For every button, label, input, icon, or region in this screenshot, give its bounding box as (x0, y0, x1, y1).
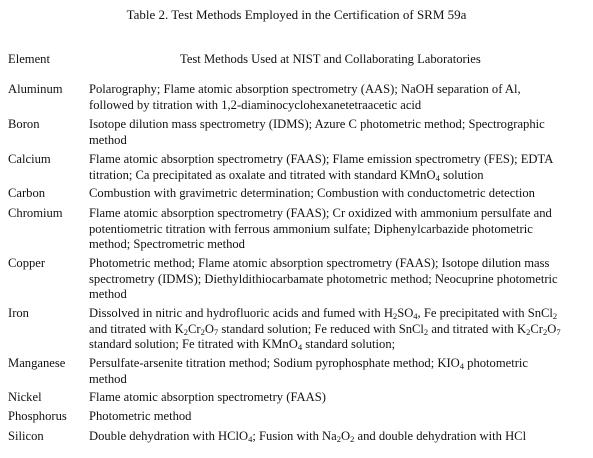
method-line: Dissolved in nitric and hydrofluoric acids and fumed with $H_2SO_4$, Fe precipitated with SnCl$_2$ (89, 306, 558, 321)
test-methods (89, 152, 589, 183)
test-methods (89, 117, 589, 148)
method-line: method (89, 287, 127, 301)
method-line: Polarography; Flame atomic absorption spectrometry (AAS); NaOH separation of Al, (89, 82, 521, 96)
method-line: Double dehydration with HClO$_4$; Fusion with $Na_2O_2$ and double dehydration with HCl (89, 429, 527, 444)
method-line: titration; Ca precipitated as oxalate and titrated with standard KMnO$_4$ solution (89, 167, 484, 183)
test-methods (89, 306, 589, 353)
method-line: Persulfate-arsenite titration method; Sodium pyrophosphate method; $KIO_4$ photometric (89, 356, 529, 371)
method-line: spectrometry (IDMS); Diethyldithiocarbamate photometric method; Neocuprine photometric (89, 271, 558, 286)
element-name: Carbon (8, 186, 46, 200)
element-name: Silicon (8, 429, 44, 443)
element-name: Aluminum (8, 82, 63, 96)
element-name: Nickel (8, 390, 42, 404)
method-line: standard solution; Fe titrated with KMnO$_4$ standard solution; (89, 337, 396, 352)
header-methods: Test Methods Used at NIST and Collaborating Laboratories (180, 52, 481, 66)
method-line: method; Spectrometric method (89, 237, 245, 251)
test-methods (89, 206, 589, 253)
method-line: Flame atomic absorption spectrometry (FAAS); Flame emission spectrometry (FES); EDTA (89, 152, 554, 166)
method-line: Photometric method; Flame atomic absorption spectrometry (FAAS); Isotope dilution mass (89, 256, 550, 270)
test-methods (89, 82, 589, 113)
element-name: Phosphorus (8, 409, 67, 423)
test-methods (89, 256, 589, 303)
method-line: and titrated with $K_2Cr_2O_7$ standard solution; Fe reduced with SnCl$_2$ and titrated with $K_2Cr_2O_7$ (89, 321, 561, 337)
method-line: Isotope dilution mass spectrometry (IDMS); Azure C photometric method; Spectrographic (89, 117, 545, 131)
element-name: Boron (8, 117, 40, 131)
test-methods (89, 390, 589, 406)
test-methods (89, 186, 589, 202)
test-methods (89, 409, 589, 425)
method-line: Flame atomic absorption spectrometry (FAAS) (89, 390, 326, 404)
test-methods (89, 429, 589, 445)
method-line: Combustion with gravimetric determination; Combustion with conductometric detection (89, 186, 535, 200)
element-name: Manganese (8, 356, 66, 370)
header-element: Element (8, 52, 50, 66)
method-line: method (89, 132, 127, 147)
element-name: Iron (8, 306, 29, 320)
table-caption: Table 2. Test Methods Employed in the Certification of SRM 59a (126, 7, 467, 22)
method-line: method (89, 371, 127, 386)
method-line: followed by titration with 1,2-diaminocyclohexanetetraacetic acid (89, 97, 422, 112)
method-line: potentiometric titration with ferrous ammonium sulfate; Diphenylcarbazide photometric (89, 221, 533, 236)
test-methods (89, 356, 589, 387)
element-name: Copper (8, 256, 46, 270)
element-name: Calcium (8, 152, 51, 166)
method-line: Flame atomic absorption spectrometry (FAAS); Cr oxidized with ammonium persulfate and (89, 206, 552, 220)
method-line: Photometric method (89, 409, 192, 423)
element-name: Chromium (8, 206, 63, 220)
